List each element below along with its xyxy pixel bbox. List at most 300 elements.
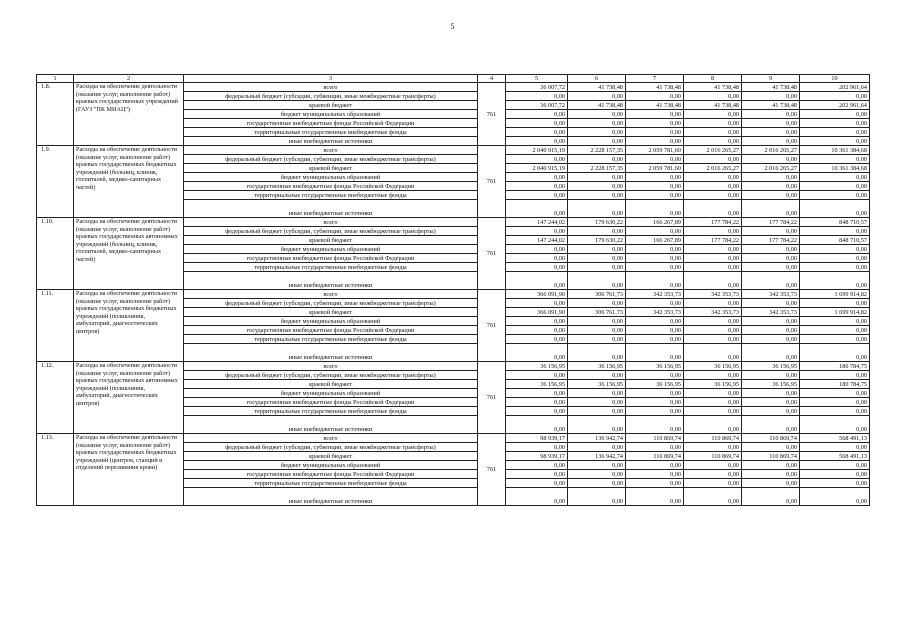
amount-cell: 41 738,48 bbox=[568, 83, 626, 92]
amount-cell: 147 244,02 bbox=[506, 218, 568, 227]
amount-cell: 0,00 bbox=[742, 92, 800, 101]
amount-cell: 0,00 bbox=[742, 200, 800, 218]
amount-cell: 36 156,95 bbox=[742, 380, 800, 389]
funding-source: федеральный бюджет (субсидии, субвенции, иные межбюджетные трансферты) bbox=[184, 371, 478, 380]
budget-table bbox=[36, 74, 870, 506]
funding-source: федеральный бюджет (субсидии, субвенции, иные межбюджетные трансферты) bbox=[184, 299, 478, 308]
amount-cell: 0,00 bbox=[626, 92, 684, 101]
funding-source: краевой бюджет bbox=[184, 452, 478, 461]
amount-cell: 0,00 bbox=[506, 326, 568, 335]
amount-cell: 136 942,74 bbox=[568, 434, 626, 443]
amount-cell: 0,00 bbox=[626, 155, 684, 164]
amount-cell: 0,00 bbox=[506, 389, 568, 398]
amount-cell: 0,00 bbox=[568, 416, 626, 434]
amount-cell: 0,00 bbox=[800, 326, 870, 335]
funding-source: государственные внебюджетные фонды Российской Федерации bbox=[184, 326, 478, 335]
amount-cell: 0,00 bbox=[568, 371, 626, 380]
amount-cell: 0,00 bbox=[626, 335, 684, 344]
amount-cell: 0,00 bbox=[684, 200, 742, 218]
amount-cell: 0,00 bbox=[684, 461, 742, 470]
amount-cell: 0,00 bbox=[506, 398, 568, 407]
amount-cell: 36 007,72 bbox=[506, 101, 568, 110]
amount-cell: 848 710,57 bbox=[800, 236, 870, 245]
amount-cell: 2 040 915,19 bbox=[506, 164, 568, 173]
amount-cell: 0,00 bbox=[800, 299, 870, 308]
funding-source: территориальные государственные внебюджетные фонды bbox=[184, 407, 478, 416]
amount-cell: 41 738,48 bbox=[684, 101, 742, 110]
amount-cell: 342 353,73 bbox=[684, 290, 742, 299]
funding-source: иные внебюджетные источники bbox=[184, 200, 478, 218]
amount-cell: 36 156,95 bbox=[506, 362, 568, 371]
funding-source: территориальные государственные внебюджетные фонды bbox=[184, 128, 478, 137]
funding-source: иные внебюджетные источники bbox=[184, 272, 478, 290]
grbs-code: 761 bbox=[478, 146, 506, 218]
funding-source: территориальные государственные внебюджетные фонды bbox=[184, 191, 478, 200]
amount-cell: 0,00 bbox=[568, 335, 626, 344]
row-code: 1.9. bbox=[37, 146, 74, 218]
table-row bbox=[37, 434, 870, 443]
amount-cell: 0,00 bbox=[626, 200, 684, 218]
amount-cell: 0,00 bbox=[626, 272, 684, 290]
amount-cell: 366 091,90 bbox=[506, 308, 568, 317]
amount-cell: 0,00 bbox=[506, 92, 568, 101]
funding-source: иные внебюджетные источники bbox=[184, 488, 478, 506]
amount-cell: 0,00 bbox=[800, 227, 870, 236]
amount-cell: 0,00 bbox=[568, 200, 626, 218]
amount-cell: 0,00 bbox=[506, 299, 568, 308]
amount-cell: 166 267,89 bbox=[626, 218, 684, 227]
row-description: Расходы на обеспечение деятельности (оказание услуг, выполнение работ) краевых государственных бюджетных учреждений (больниц, клиник, госпиталей, медико-санитарных частей) bbox=[74, 146, 184, 218]
amount-cell: 0,00 bbox=[684, 317, 742, 326]
amount-cell: 0,00 bbox=[506, 317, 568, 326]
amount-cell: 0,00 bbox=[742, 371, 800, 380]
amount-cell: 0,00 bbox=[742, 110, 800, 119]
grbs-code: 761 bbox=[478, 218, 506, 290]
amount-cell: 0,00 bbox=[568, 254, 626, 263]
funding-source: краевой бюджет bbox=[184, 236, 478, 245]
amount-cell: 36 156,95 bbox=[684, 362, 742, 371]
amount-cell: 2 016 265,27 bbox=[742, 164, 800, 173]
funding-source: бюджет муниципальных образований bbox=[184, 461, 478, 470]
funding-source: иные внебюджетные источники bbox=[184, 416, 478, 434]
funding-source: федеральный бюджет (субсидии, субвенции, иные межбюджетные трансферты) bbox=[184, 227, 478, 236]
funding-source: территориальные государственные внебюджетные фонды bbox=[184, 263, 478, 272]
amount-cell: 179 630,22 bbox=[568, 218, 626, 227]
amount-cell: 10 361 384,68 bbox=[800, 164, 870, 173]
amount-cell: 0,00 bbox=[568, 272, 626, 290]
table-body bbox=[37, 75, 870, 506]
amount-cell: 0,00 bbox=[800, 461, 870, 470]
amount-cell: 0,00 bbox=[568, 92, 626, 101]
amount-cell: 177 784,22 bbox=[742, 236, 800, 245]
amount-cell: 0,00 bbox=[684, 407, 742, 416]
amount-cell: 0,00 bbox=[506, 191, 568, 200]
amount-cell: 0,00 bbox=[506, 371, 568, 380]
amount-cell: 0,00 bbox=[506, 200, 568, 218]
amount-cell: 1 699 914,82 bbox=[800, 308, 870, 317]
amount-cell: 0,00 bbox=[506, 119, 568, 128]
amount-cell: 0,00 bbox=[800, 173, 870, 182]
amount-cell: 147 244,02 bbox=[506, 236, 568, 245]
amount-cell: 0,00 bbox=[506, 479, 568, 488]
header-cell: 7 bbox=[626, 75, 684, 83]
amount-cell: 0,00 bbox=[568, 326, 626, 335]
amount-cell: 0,00 bbox=[506, 254, 568, 263]
amount-cell: 10 361 384,68 bbox=[800, 146, 870, 155]
amount-cell: 0,00 bbox=[626, 110, 684, 119]
amount-cell: 0,00 bbox=[568, 407, 626, 416]
amount-cell: 0,00 bbox=[800, 272, 870, 290]
amount-cell: 2 059 781,60 bbox=[626, 146, 684, 155]
amount-cell: 166 267,89 bbox=[626, 236, 684, 245]
amount-cell: 0,00 bbox=[800, 137, 870, 146]
row-code: 1.12. bbox=[37, 362, 74, 434]
amount-cell: 2 016 265,27 bbox=[742, 146, 800, 155]
funding-source: бюджет муниципальных образований bbox=[184, 389, 478, 398]
row-description: Расходы на обеспечение деятельности (оказание услуг, выполнение работ) краевых государственных бюджетных учреждений (поликлиник, амбулаторий, диагностических центров) bbox=[74, 290, 184, 362]
amount-cell: 36 156,95 bbox=[568, 380, 626, 389]
amount-cell: 0,00 bbox=[742, 443, 800, 452]
header-cell: 1 bbox=[37, 75, 74, 83]
amount-cell: 0,00 bbox=[800, 344, 870, 362]
amount-cell: 0,00 bbox=[800, 317, 870, 326]
amount-cell: 0,00 bbox=[800, 254, 870, 263]
amount-cell: 36 156,95 bbox=[742, 362, 800, 371]
header-cell: 4 bbox=[478, 75, 506, 83]
amount-cell: 0,00 bbox=[742, 245, 800, 254]
amount-cell: 568 491,13 bbox=[800, 434, 870, 443]
amount-cell: 0,00 bbox=[800, 200, 870, 218]
amount-cell: 0,00 bbox=[506, 173, 568, 182]
amount-cell: 0,00 bbox=[626, 398, 684, 407]
amount-cell: 0,00 bbox=[626, 389, 684, 398]
amount-cell: 0,00 bbox=[506, 110, 568, 119]
amount-cell: 0,00 bbox=[684, 155, 742, 164]
amount-cell: 180 784,75 bbox=[800, 380, 870, 389]
amount-cell: 0,00 bbox=[626, 182, 684, 191]
amount-cell: 0,00 bbox=[684, 182, 742, 191]
amount-cell: 0,00 bbox=[506, 416, 568, 434]
amount-cell: 0,00 bbox=[568, 155, 626, 164]
amount-cell: 0,00 bbox=[506, 263, 568, 272]
amount-cell: 0,00 bbox=[684, 128, 742, 137]
amount-cell: 366 091,90 bbox=[506, 290, 568, 299]
amount-cell: 2 040 915,19 bbox=[506, 146, 568, 155]
funding-source: территориальные государственные внебюджетные фонды bbox=[184, 335, 478, 344]
amount-cell: 0,00 bbox=[742, 389, 800, 398]
funding-source: всего bbox=[184, 290, 478, 299]
amount-cell: 0,00 bbox=[626, 461, 684, 470]
header-cell: 8 bbox=[684, 75, 742, 83]
funding-source: иные внебюджетные источники bbox=[184, 137, 478, 146]
header-cell: 3 bbox=[184, 75, 478, 83]
amount-cell: 202 961,64 bbox=[800, 83, 870, 92]
amount-cell: 0,00 bbox=[742, 317, 800, 326]
amount-cell: 36 156,95 bbox=[684, 380, 742, 389]
amount-cell: 0,00 bbox=[626, 299, 684, 308]
amount-cell: 0,00 bbox=[742, 398, 800, 407]
amount-cell: 36 156,95 bbox=[506, 380, 568, 389]
amount-cell: 0,00 bbox=[742, 461, 800, 470]
amount-cell: 0,00 bbox=[742, 344, 800, 362]
amount-cell: 0,00 bbox=[684, 389, 742, 398]
funding-source: бюджет муниципальных образований bbox=[184, 173, 478, 182]
amount-cell: 0,00 bbox=[626, 416, 684, 434]
funding-source: государственные внебюджетные фонды Российской Федерации bbox=[184, 254, 478, 263]
funding-source: государственные внебюджетные фонды Российской Федерации bbox=[184, 119, 478, 128]
amount-cell: 110 869,74 bbox=[742, 434, 800, 443]
funding-source: краевой бюджет bbox=[184, 308, 478, 317]
amount-cell: 110 869,74 bbox=[742, 452, 800, 461]
amount-cell: 0,00 bbox=[800, 407, 870, 416]
funding-source: краевой бюджет bbox=[184, 164, 478, 173]
amount-cell: 568 491,13 bbox=[800, 452, 870, 461]
grbs-code: 761 bbox=[478, 83, 506, 146]
amount-cell: 848 710,57 bbox=[800, 218, 870, 227]
amount-cell: 0,00 bbox=[742, 191, 800, 200]
amount-cell: 0,00 bbox=[684, 191, 742, 200]
amount-cell: 0,00 bbox=[626, 191, 684, 200]
amount-cell: 0,00 bbox=[742, 155, 800, 164]
amount-cell: 0,00 bbox=[568, 182, 626, 191]
amount-cell: 0,00 bbox=[742, 173, 800, 182]
amount-cell: 0,00 bbox=[626, 137, 684, 146]
row-description: Расходы на обеспечение деятельности (оказание услуг, выполнение работ) краевых государственных автономных учреждений (больниц, клиник, госпиталей, медико-санитарных частей) bbox=[74, 218, 184, 290]
amount-cell: 0,00 bbox=[684, 227, 742, 236]
amount-cell: 98 939,17 bbox=[506, 434, 568, 443]
header-cell: 10 bbox=[800, 75, 870, 83]
amount-cell: 1 699 914,82 bbox=[800, 290, 870, 299]
amount-cell: 0,00 bbox=[568, 398, 626, 407]
amount-cell: 0,00 bbox=[742, 263, 800, 272]
funding-source: государственные внебюджетные фонды Российской Федерации bbox=[184, 470, 478, 479]
row-description: Расходы на обеспечение деятельности (оказание услуг, выполнение работ) краевых государственных бюджетных учреждений (центров, станций и отделений переливания крови) bbox=[74, 434, 184, 506]
amount-cell: 0,00 bbox=[506, 407, 568, 416]
grbs-code: 761 bbox=[478, 434, 506, 506]
amount-cell: 0,00 bbox=[626, 227, 684, 236]
amount-cell: 0,00 bbox=[742, 479, 800, 488]
funding-source: краевой бюджет bbox=[184, 101, 478, 110]
amount-cell: 0,00 bbox=[684, 110, 742, 119]
amount-cell: 0,00 bbox=[506, 461, 568, 470]
amount-cell: 0,00 bbox=[800, 335, 870, 344]
amount-cell: 0,00 bbox=[742, 182, 800, 191]
amount-cell: 0,00 bbox=[684, 326, 742, 335]
amount-cell: 0,00 bbox=[568, 110, 626, 119]
row-code: 1.10. bbox=[37, 218, 74, 290]
amount-cell: 41 738,48 bbox=[568, 101, 626, 110]
amount-cell: 0,00 bbox=[626, 245, 684, 254]
amount-cell: 41 738,48 bbox=[742, 101, 800, 110]
amount-cell: 36 156,95 bbox=[568, 362, 626, 371]
amount-cell: 306 761,73 bbox=[568, 308, 626, 317]
amount-cell: 0,00 bbox=[800, 263, 870, 272]
amount-cell: 0,00 bbox=[800, 470, 870, 479]
amount-cell: 0,00 bbox=[800, 479, 870, 488]
amount-cell: 0,00 bbox=[568, 245, 626, 254]
funding-source: всего bbox=[184, 146, 478, 155]
amount-cell: 0,00 bbox=[506, 470, 568, 479]
amount-cell: 177 784,22 bbox=[742, 218, 800, 227]
amount-cell: 0,00 bbox=[742, 299, 800, 308]
amount-cell: 110 869,74 bbox=[626, 452, 684, 461]
amount-cell: 0,00 bbox=[626, 344, 684, 362]
amount-cell: 36 007,72 bbox=[506, 83, 568, 92]
amount-cell: 0,00 bbox=[626, 371, 684, 380]
amount-cell: 0,00 bbox=[800, 245, 870, 254]
amount-cell: 0,00 bbox=[684, 398, 742, 407]
amount-cell: 0,00 bbox=[568, 479, 626, 488]
amount-cell: 41 738,48 bbox=[626, 83, 684, 92]
amount-cell: 0,00 bbox=[568, 173, 626, 182]
amount-cell: 0,00 bbox=[742, 416, 800, 434]
amount-cell: 0,00 bbox=[568, 470, 626, 479]
amount-cell: 0,00 bbox=[684, 299, 742, 308]
amount-cell: 110 869,74 bbox=[684, 452, 742, 461]
funding-source: всего bbox=[184, 434, 478, 443]
amount-cell: 0,00 bbox=[568, 191, 626, 200]
funding-source: всего bbox=[184, 362, 478, 371]
amount-cell: 0,00 bbox=[626, 263, 684, 272]
funding-source: бюджет муниципальных образований bbox=[184, 110, 478, 119]
amount-cell: 0,00 bbox=[800, 398, 870, 407]
amount-cell: 0,00 bbox=[568, 389, 626, 398]
amount-cell: 110 869,74 bbox=[626, 434, 684, 443]
amount-cell: 0,00 bbox=[684, 371, 742, 380]
amount-cell: 0,00 bbox=[626, 254, 684, 263]
amount-cell: 0,00 bbox=[506, 137, 568, 146]
amount-cell: 0,00 bbox=[626, 407, 684, 416]
table-row bbox=[37, 290, 870, 299]
amount-cell: 0,00 bbox=[684, 272, 742, 290]
funding-source: федеральный бюджет (субсидии, субвенции, иные межбюджетные трансферты) bbox=[184, 92, 478, 101]
amount-cell: 180 784,75 bbox=[800, 362, 870, 371]
amount-cell: 0,00 bbox=[568, 488, 626, 506]
amount-cell: 0,00 bbox=[568, 137, 626, 146]
amount-cell: 179 630,22 bbox=[568, 236, 626, 245]
funding-source: территориальные государственные внебюджетные фонды bbox=[184, 479, 478, 488]
funding-source: всего bbox=[184, 83, 478, 92]
amount-cell: 0,00 bbox=[626, 119, 684, 128]
amount-cell: 0,00 bbox=[742, 488, 800, 506]
amount-cell: 0,00 bbox=[684, 254, 742, 263]
amount-cell: 110 869,74 bbox=[684, 434, 742, 443]
amount-cell: 342 353,73 bbox=[742, 290, 800, 299]
header-cell: 6 bbox=[568, 75, 626, 83]
amount-cell: 306 761,73 bbox=[568, 290, 626, 299]
amount-cell: 98 939,17 bbox=[506, 452, 568, 461]
amount-cell: 342 353,73 bbox=[626, 290, 684, 299]
amount-cell: 0,00 bbox=[506, 272, 568, 290]
amount-cell: 2 228 157,35 bbox=[568, 164, 626, 173]
amount-cell: 342 353,73 bbox=[742, 308, 800, 317]
header-cell: 2 bbox=[74, 75, 184, 83]
table-row bbox=[37, 362, 870, 371]
funding-source: всего bbox=[184, 218, 478, 227]
amount-cell: 0,00 bbox=[684, 443, 742, 452]
amount-cell: 0,00 bbox=[568, 128, 626, 137]
amount-cell: 0,00 bbox=[684, 335, 742, 344]
amount-cell: 0,00 bbox=[684, 173, 742, 182]
amount-cell: 0,00 bbox=[800, 110, 870, 119]
funding-source: бюджет муниципальных образований bbox=[184, 245, 478, 254]
amount-cell: 0,00 bbox=[684, 344, 742, 362]
amount-cell: 0,00 bbox=[800, 155, 870, 164]
funding-source: краевой бюджет bbox=[184, 380, 478, 389]
amount-cell: 136 942,74 bbox=[568, 452, 626, 461]
amount-cell: 0,00 bbox=[626, 479, 684, 488]
amount-cell: 0,00 bbox=[800, 182, 870, 191]
amount-cell: 0,00 bbox=[506, 227, 568, 236]
funding-source: федеральный бюджет (субсидии, субвенции, иные межбюджетные трансферты) bbox=[184, 155, 478, 164]
table-row bbox=[37, 83, 870, 92]
amount-cell: 0,00 bbox=[506, 128, 568, 137]
row-code: 1.13. bbox=[37, 434, 74, 506]
amount-cell: 0,00 bbox=[684, 488, 742, 506]
amount-cell: 0,00 bbox=[684, 263, 742, 272]
amount-cell: 0,00 bbox=[742, 272, 800, 290]
amount-cell: 0,00 bbox=[800, 389, 870, 398]
row-description: Расходы на обеспечение деятельности (оказание услуг, выполнение работ) краевых государственных автономных учреждений (поликлиник, амбулаторий, диагностических центров) bbox=[74, 362, 184, 434]
row-description: Расходы на обеспечение деятельности (оказание услуг, выполнение работ) краевых государственных учреждений (ГАУЗ "ПК МИАЦ") bbox=[74, 83, 184, 146]
header-row bbox=[37, 75, 870, 83]
amount-cell: 0,00 bbox=[800, 443, 870, 452]
amount-cell: 0,00 bbox=[568, 263, 626, 272]
amount-cell: 0,00 bbox=[800, 119, 870, 128]
amount-cell: 2 016 265,27 bbox=[684, 164, 742, 173]
amount-cell: 0,00 bbox=[568, 443, 626, 452]
grbs-code: 761 bbox=[478, 290, 506, 362]
amount-cell: 0,00 bbox=[684, 92, 742, 101]
amount-cell: 0,00 bbox=[568, 119, 626, 128]
amount-cell: 2 059 781,60 bbox=[626, 164, 684, 173]
amount-cell: 0,00 bbox=[506, 335, 568, 344]
funding-source: бюджет муниципальных образований bbox=[184, 317, 478, 326]
amount-cell: 0,00 bbox=[742, 470, 800, 479]
table-row bbox=[37, 146, 870, 155]
amount-cell: 342 353,73 bbox=[684, 308, 742, 317]
amount-cell: 36 156,95 bbox=[626, 380, 684, 389]
amount-cell: 0,00 bbox=[684, 479, 742, 488]
amount-cell: 36 156,95 bbox=[626, 362, 684, 371]
amount-cell: 41 738,48 bbox=[742, 83, 800, 92]
page-number: 5 bbox=[450, 22, 455, 31]
amount-cell: 0,00 bbox=[626, 470, 684, 479]
grbs-code: 761 bbox=[478, 362, 506, 434]
amount-cell: 0,00 bbox=[626, 326, 684, 335]
funding-source: федеральный бюджет (субсидии, субвенции, иные межбюджетные трансферты) bbox=[184, 443, 478, 452]
amount-cell: 0,00 bbox=[568, 227, 626, 236]
amount-cell: 0,00 bbox=[800, 191, 870, 200]
amount-cell: 177 784,22 bbox=[684, 218, 742, 227]
amount-cell: 0,00 bbox=[684, 245, 742, 254]
amount-cell: 177 784,22 bbox=[684, 236, 742, 245]
amount-cell: 0,00 bbox=[800, 128, 870, 137]
amount-cell: 0,00 bbox=[684, 470, 742, 479]
amount-cell: 342 353,73 bbox=[626, 308, 684, 317]
amount-cell: 0,00 bbox=[506, 182, 568, 191]
amount-cell: 0,00 bbox=[568, 317, 626, 326]
amount-cell: 0,00 bbox=[684, 119, 742, 128]
amount-cell: 0,00 bbox=[506, 155, 568, 164]
amount-cell: 0,00 bbox=[626, 128, 684, 137]
amount-cell: 0,00 bbox=[568, 344, 626, 362]
amount-cell: 41 738,48 bbox=[684, 83, 742, 92]
amount-cell: 202 961,64 bbox=[800, 101, 870, 110]
amount-cell: 2 016 265,27 bbox=[684, 146, 742, 155]
amount-cell: 0,00 bbox=[800, 92, 870, 101]
amount-cell: 0,00 bbox=[568, 461, 626, 470]
